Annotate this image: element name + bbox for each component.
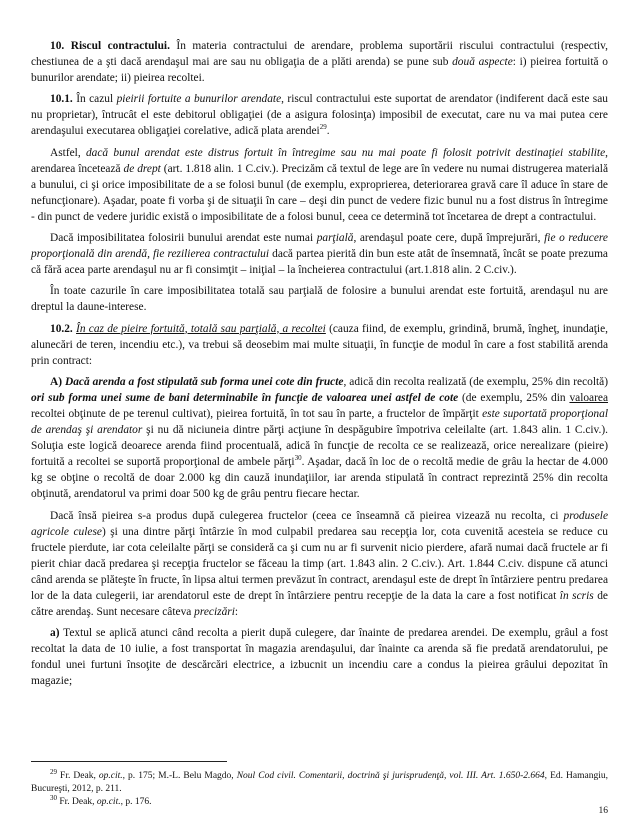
text-run: Textul se aplică atunci când recolta a pierit după culegere, dar înainte de predarea arendei. De exemplu, grâul a fost recoltat la data de 10 iulie, a fost transportat în magazia arendaşului, dar înainte ca arenda să fie predată arendatorului, pe fondul unei furtuni însoţite de descărcări electrice, a izbucnit un incendiu care a condus la pieirea grâului depozitat în magazie; [31, 627, 608, 688]
text-run: Noul Cod civil. Comentarii, doctrină şi jurisprudenţă, vol. III. Art. 1.650-2.664 [236, 771, 545, 781]
text-run: a) [50, 627, 60, 640]
text-run: dacă partea pierită din bun este atât de însemnată, încât se poate prezuma că fără acea parte arendaşul nu ar fi consimţit – iniţial – la încheierea contractului (art.1.818 alin. 2 C.civ.). [31, 248, 608, 277]
text-run: , arendarea încetează [31, 146, 608, 175]
text-run: (art. 1.818 alin. 1 C.civ.). Precizăm că textul de lege are în vedere nu numai distrugerea materială a bunului, ci şi orice imposibilitate de a se folosi bunul (de exemplu, exproprierea, deteriorarea gravă care îl aduce în stare de nefuncţionare). Aşadar, poate fi vorba şi de situaţii în care – deşi din punct de vedere fizic bunul nu a fost distrus în întregime - din punct de vedere juridic există o imposibilitate de a folosi bunul, ceea ce determină tot încetarea de drept a contractului. [31, 162, 609, 223]
text-run: Fr. Deak, [57, 797, 97, 808]
text-run: , p. 175; M.-L. Belu Magdo, [122, 771, 237, 781]
text-run: parţială [316, 232, 354, 245]
footnote-reference: 30 [50, 794, 57, 803]
paragraph-p9 [31, 625, 608, 689]
footnote-fn30 [31, 796, 608, 809]
text-run: recoltei obţinute de pe terenul cultivat), pieirea fortuită, în tot sau în parte, a fructelor de împărţit [31, 407, 483, 420]
text-run: . Aşadar, dacă în loc de o recoltă medie de grâu la hectar de 4.000 kg se obţine o recoltă de doar 2.000 kg din cauză inundaţiilor, iar arenda stipulată în contract reprezintă 25% din recolta obţinută, arendatorul va primi doar 500 kg de grâu pentru fiecare hectar. [31, 456, 608, 501]
text-run: A) [50, 375, 65, 388]
text-run: Fr. Deak, [57, 771, 99, 781]
text-run: în scris [559, 590, 594, 602]
text-run: Dacă însă pieirea s-a produs după culegerea fructelor (ceea ce înseamnă că pieirea vizează nu recolta, ci [50, 509, 564, 522]
text-run: (de exemplu, 25% din [458, 391, 570, 404]
footnote-fn29 [31, 767, 608, 796]
text-run: (cauza fiind, de exemplu, grindină, brumă, îngheţ, inundaţie, alunecări de teren, incendiu etc.), va trebui să deosebim mai multe situaţii, în funcţie de modul în care a fost stabilită arenda prin contract: [31, 322, 608, 367]
text-run: Astfel, [50, 146, 86, 159]
text-run: op.cit. [96, 797, 121, 808]
text-run: . [326, 125, 330, 138]
paragraph-p4 [31, 230, 608, 278]
text-run: de către arendaş. Sunt necesare câteva [31, 590, 608, 619]
text-run: Dacă arenda a fost stipulată sub forma unei cote din fructe [65, 375, 344, 388]
text-run: valoarea [569, 391, 609, 404]
paragraph-p2 [31, 91, 608, 139]
text-run: pieirii fortuite a bunurilor arendate [116, 93, 282, 106]
text-run: Dacă imposibilitatea folosirii bunului arendat este numai [50, 232, 317, 245]
text-run: ori sub forma unei sume de bani determinabile în funcţie de valoarea unei astfel de cote [31, 391, 459, 404]
footnote-reference: 30 [294, 454, 302, 463]
paragraph-p3 [31, 145, 608, 225]
text-run: 10. Riscul contractului. [50, 40, 170, 52]
text-run: , adică din recolta realizată (de exemplu, 25% din recoltă) [343, 375, 608, 388]
text-run: dacă bunul arendat este distrus fortuit în întregime sau nu mai poate fi folosit potrivit destinaţiei stabilite [85, 146, 606, 159]
text-run: , p. 176. [120, 797, 152, 808]
document-body [31, 38, 608, 695]
text-run: : i) pieirea fortuită o bunurilor arendate; ii) pieirea recoltei. [31, 56, 608, 85]
text-run: În caz de pieire fortuită, totală sau parţială, a recoltei [76, 322, 326, 335]
text-run: de drept [123, 162, 161, 175]
paragraph-p5 [31, 283, 608, 315]
footnote-reference: 29 [50, 767, 57, 776]
text-run: 10.2. [50, 322, 73, 335]
text-run: : [234, 606, 239, 619]
text-run: ) şi una dintre părţi întârzie în mod culpabil predarea sau recepţia lor, cota cuvenită acesteia se reduce cu fructele pierdute, iar cota celeilalte părţi se consideră ca şi cum nu ar fi survenit nicio pierdere, afară numai dacă fructele ar fi pierit chiar dacă predarea şi recepţia fructelor se făceau la timp (art. 1.843 alin. 2 C.civ.). Art. 1.844 C.civ. dispune că atunci când arenda se plăteşte în fructe, în lipsa altui termen prevăzut în contract, arendaşul este de drept în întârziere pentru predarea lor de la data culegerii, iar arendatorul este de drept în întârziere pentru recepţie de la data la care a fost notificat [31, 525, 608, 602]
text-run: produsele agricole culese [31, 509, 608, 538]
paragraph-p6 [31, 321, 608, 369]
text-run: În toate cazurile în care imposibilitatea totală sau parţială de folosire a bunului arendat este fortuită, arendaşul nu are dreptul la daune-interese. [31, 285, 608, 314]
text-run: precizări [194, 606, 235, 619]
text-run: două aspecte [452, 56, 513, 69]
footnote-separator [31, 761, 227, 762]
text-run: şi nu dă niciuneia dintre părţi acţiune în despăgubire împotriva celeilalte (art. 1.843 alin. 1 C.civ.). Soluţia este logică deoarece arenda fiind procentuală, adică în funcţie de recolta ce se realizează, orice nerealizare (pieire) fortuită a recoltei se suportă proporţional de ambele părţi [31, 424, 608, 469]
text-run: 10.1. [50, 93, 73, 106]
text-run: este suportată proporţional de arendaş şi arendator [31, 407, 608, 437]
text-run: În cazul [72, 93, 117, 106]
text-run: fie o reducere proporţională din arendă, fie rezilierea contractului [31, 232, 608, 261]
text-run: , Ed. Hamangiu, Bucureşti, 2012, p. 211. [31, 771, 608, 795]
text-run: , arendaşul poate cere, după împrejurări, [353, 232, 545, 245]
text-run: În materia contractului de arendare, problema suportării riscului contractului (respectiv, chestiunea de a şti dacă arendaşul mai are sau nu obligaţia de a plăti arenda) se pune sub [31, 40, 608, 69]
footnotes [31, 767, 608, 810]
page-number: 16 [598, 806, 608, 816]
footnote-reference: 29 [319, 123, 327, 132]
paragraph-p7 [31, 374, 608, 503]
paragraph-p1 [31, 38, 608, 86]
text-run: , riscul contractului este suportat de arendator (indiferent dacă este sau nu proprietar), întrucât el este debitorul obligaţiei (de a asigura folosinţa) imposibil de executat, care nu va mai putea cere arendaşului executarea obligaţiei corelative, adică plata arendei [31, 93, 608, 138]
text-run: op.cit. [98, 771, 123, 781]
paragraph-p8 [31, 508, 608, 621]
